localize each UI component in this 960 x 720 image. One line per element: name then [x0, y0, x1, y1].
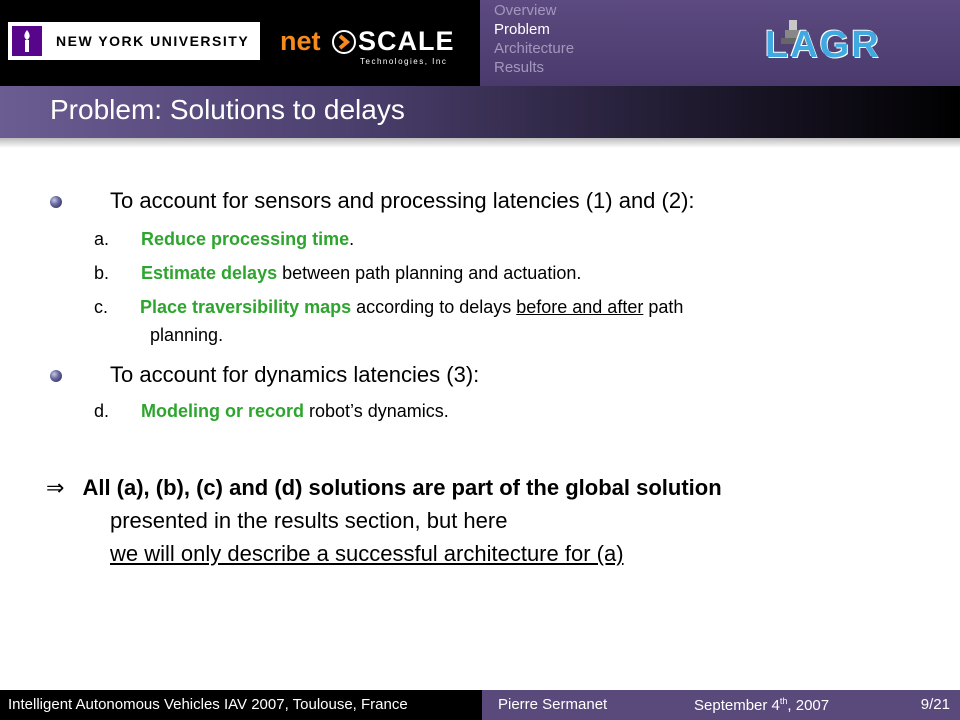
list-item-c	[94, 297, 683, 318]
list-item-b	[94, 263, 581, 284]
footer-conference: Intelligent Autonomous Vehicles IAV 2007, Toulouse, France	[0, 690, 482, 720]
nyu-logo-text: NEW YORK UNIVERSITY	[56, 33, 250, 49]
list-item-strong: Estimate delays	[141, 263, 278, 283]
list-item-d	[94, 401, 449, 422]
footer-date-prefix: September 4	[694, 697, 780, 714]
list-item-rest: according to delays	[351, 297, 517, 317]
nav-item-problem[interactable]: Problem	[494, 21, 550, 38]
list-item-strong: Reduce processing time	[141, 229, 350, 249]
page-title: Problem: Solutions to delays	[50, 94, 405, 125]
list-marker: b.	[94, 263, 110, 283]
bullet-icon	[50, 196, 62, 208]
torch-icon	[12, 26, 42, 56]
list-item-rest: .	[349, 229, 355, 249]
conclusion-line-3: we will only describe a successful architecture for (a)	[110, 541, 624, 566]
netscale-net-text: net	[280, 26, 321, 56]
footer-date-sup: th	[779, 696, 788, 706]
footer-bar	[0, 690, 960, 720]
footer-right-panel	[482, 690, 960, 720]
list-marker: c.	[94, 297, 109, 317]
nav-item-results[interactable]: Results	[494, 59, 545, 76]
netscale-arrow-icon	[332, 30, 356, 54]
list-item-underline: before and after	[516, 297, 644, 317]
list-marker: d.	[94, 401, 110, 421]
footer-date	[694, 696, 829, 714]
bullet-text-sensors: To account for sensors and processing latencies (1) and (2):	[110, 188, 695, 213]
list-item-rest: robot’s dynamics.	[304, 401, 449, 421]
title-bar	[0, 86, 960, 138]
conclusion-line	[46, 475, 722, 501]
footer-date-suffix: , 2007	[787, 697, 830, 714]
footer-author: Pierre Sermanet	[498, 696, 608, 713]
netscale-logo	[280, 22, 455, 68]
conclusion-line-2: presented in the results section, but here	[110, 508, 508, 533]
netscale-tagline: Technologies, Inc	[360, 57, 448, 66]
conclusion-bold-text: All (a), (b), (c) and (d) solutions are part of the global solution	[82, 475, 722, 500]
header-bar	[0, 0, 960, 86]
bullet-icon	[50, 370, 62, 382]
list-item-rest: path	[643, 297, 684, 317]
section-nav	[480, 0, 960, 86]
list-item-a	[94, 229, 354, 250]
list-item-strong: Place traversibility maps	[140, 297, 352, 317]
netscale-scale-text: SCALE	[358, 26, 455, 56]
implies-arrow-icon: ⇒	[46, 476, 65, 501]
list-item-c-continuation: planning.	[150, 325, 224, 345]
nav-item-overview[interactable]: Overview	[494, 2, 557, 19]
footer-page-number: 9/21	[920, 696, 950, 713]
bullet-text-dynamics: To account for dynamics latencies (3):	[110, 362, 480, 387]
lagr-logo	[765, 18, 935, 68]
list-marker: a.	[94, 229, 110, 249]
nav-item-architecture[interactable]: Architecture	[494, 40, 575, 57]
list-item-rest: between path planning and actuation.	[277, 263, 582, 283]
list-item-strong: Modeling or record	[141, 401, 305, 421]
title-shadow	[0, 138, 960, 148]
nyu-logo	[8, 22, 260, 60]
lagr-logo-text: LAGR	[765, 24, 881, 66]
